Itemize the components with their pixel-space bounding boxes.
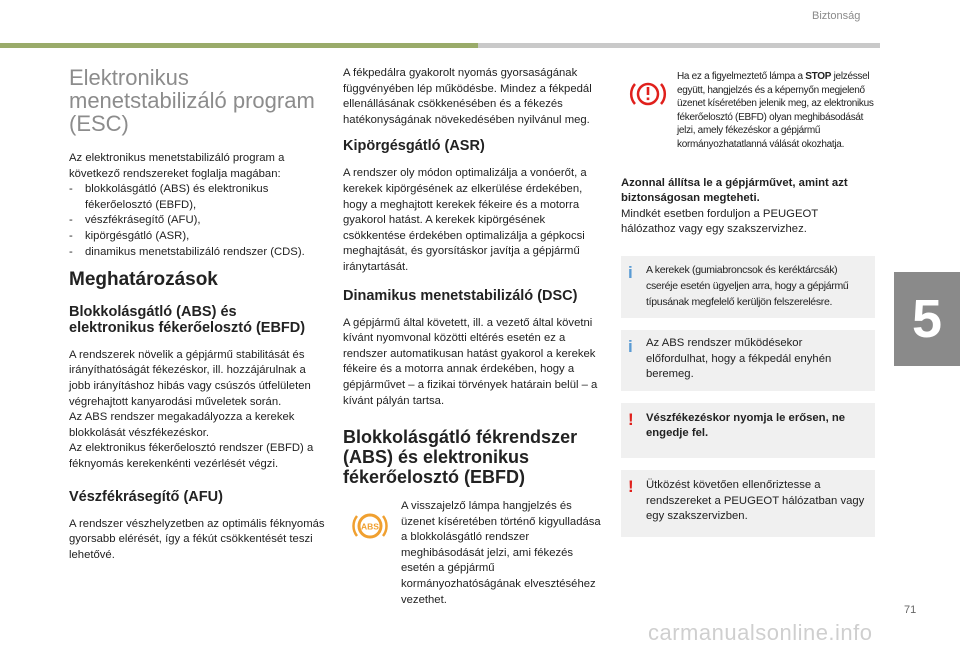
abs-ebfd-section-heading: Blokkolásgátló fékrendszer (ABS) és elektronikus fékerőelosztó (EBFD) bbox=[343, 427, 578, 488]
list-item: - kipörgésgátló (ASR), bbox=[69, 229, 326, 245]
list-item: - dinamikus menetstabilizáló rendszer (CDS). bbox=[69, 245, 326, 261]
abs-ebfd-heading: Blokkolásgátló (ABS) és elektronikus fékerőelosztó (EBFD) bbox=[69, 303, 306, 336]
info-note bbox=[621, 256, 875, 318]
dsc-paragraph: A gépjármű által követett, ill. a vezető által követni kívánt nyomvonal közötti eltérés esetén ez a rendszer automatikusan hatást gyakorol a kerekek fékeire és a motorra annak érdekében, hogy a gépjárművet – a fizikai törvények határain belül – a kívánt pályán tartsa. bbox=[343, 316, 598, 407]
warning-note-text: Ütközést követően ellenőriztesse a rendszereket a PEUGEOT hálózatban vagy egy szakszervizben. bbox=[646, 478, 865, 523]
brake-warning-lamp-icon bbox=[621, 70, 675, 110]
abs-lamp-note bbox=[343, 499, 605, 608]
header-accent-bar bbox=[0, 43, 478, 48]
info-note bbox=[621, 330, 875, 391]
stop-immediately-text: Azonnal állítsa le a gépjárművet, amint azt biztonságosan megteheti. bbox=[621, 176, 848, 205]
abs-paragraph: Az elektronikus fékerőelosztó rendszer (EBFD) a féknyomás kerekenkénti vezérlését végzi. bbox=[69, 442, 314, 470]
page-number: 71 bbox=[904, 604, 917, 616]
info-icon: i bbox=[628, 262, 633, 282]
abs-warning-lamp-icon bbox=[343, 499, 397, 545]
afu-heading: Vészfékrásegítő (AFU) bbox=[69, 488, 223, 505]
info-note-text: A kerekek (gumiabroncsok és keréktárcsák) cseréje esetén ügyeljen arra, hogy a gépjármű típusának megfelelő kerüljön felszerelésre. bbox=[646, 263, 849, 308]
asr-heading: Kipörgésgátló (ASR) bbox=[343, 138, 485, 155]
info-icon: i bbox=[628, 336, 633, 356]
warning-icon: ! bbox=[628, 409, 634, 429]
section-title: Biztonság bbox=[812, 10, 861, 22]
warning-icon: ! bbox=[628, 476, 634, 496]
title-line: Elektronikus bbox=[69, 65, 189, 90]
intro-text: Az elektronikus menetstabilizáló program a következő rendszereket foglalja magában: bbox=[69, 152, 285, 180]
stop-lamp-text: Ha ez a figyelmeztető lámpa a STOP jelzéssel együtt, hangjelzés és a képernyőn megjelenő üzenet kíséretében jelenik meg, az elektronikus fékerőelosztó (EBFD) olyan meghibásodását jelzi, amely fékezéskor a gépjármű kormányozhatatlanná válását okozhatja. bbox=[677, 71, 874, 150]
warning-note-text: Vészfékezéskor nyomja le erősen, ne engedje fel. bbox=[646, 411, 846, 440]
title-line: (ESC) bbox=[69, 111, 129, 136]
title-line: menetstabilizáló program bbox=[69, 88, 315, 113]
afu-paragraph: A rendszer vészhelyzetben az optimális féknyomás gyorsabb elérését, így a fékút csökkentését teszi lehetővé. bbox=[69, 517, 325, 561]
warning-note bbox=[621, 403, 875, 458]
abs-paragraph: A rendszerek növelik a gépjármű stabilitását és irányíthatóságát fékezéskor, ill. hozzájárulnak a jobb irányításhoz hibás vagy csúszós útfelületen végrehajtott kanyarodási műveletek során. bbox=[69, 348, 311, 408]
watermark: carmanualsonline.info bbox=[648, 620, 873, 645]
column-left bbox=[69, 66, 326, 563]
abs-paragraph: Az ABS rendszer megakadályozza a kerekek blokkolását vészfékezéskor. bbox=[69, 411, 295, 439]
header-rule bbox=[478, 43, 880, 48]
list-item: - blokkolásgátló (ABS) és elektronikus fékerőelosztó (EBFD), bbox=[69, 182, 326, 213]
contact-dealer-text: Mindkét esetben forduljon a PEUGEOT hálózathoz vagy egy szakszervizhez. bbox=[621, 207, 818, 236]
info-note-text: Az ABS rendszer működésekor előfordulhat, hogy a fékpedál enyhén beremeg. bbox=[646, 336, 832, 381]
column-middle bbox=[343, 66, 605, 608]
dsc-heading: Dinamikus menetstabilizáló (DSC) bbox=[343, 287, 578, 304]
svg-text:ABS: ABS bbox=[361, 521, 379, 532]
page-title bbox=[69, 66, 326, 135]
afu-continued: A fékpedálra gyakorolt nyomás gyorsaságának függvényében lép működésbe. Mindez a fékpedál ellenállásának csökkenésében és a fékezés hatékonyságának növekedésében nyilvánul meg. bbox=[343, 67, 592, 126]
abs-lamp-text: A visszajelző lámpa hangjelzés és üzenet kíséretében történő kigyulladása a blokkolásgátló rendszer meghibásodását jelzi, ami fékezés esetén a gépjármű kormányozhatóságának elvesztéséhez vezethet. bbox=[401, 500, 601, 606]
systems-list bbox=[69, 182, 326, 260]
stop-lamp-note bbox=[621, 70, 875, 152]
asr-paragraph: A rendszer oly módon optimalizálja a vonóerőt, a kerekek kipörgésének az elkerülése érdekében, hogy a meghajtott kerekek fékeire és a motorra gyakorol hatást. A kerekek kipörgésének csökkentése érdekében optimalizálja a gépkocsi meghajtását, és gyorsításkor javítja a gépjármű iránytartását. bbox=[343, 167, 587, 273]
chapter-tab: 5 bbox=[894, 272, 960, 366]
definitions-heading: Meghatározások bbox=[69, 269, 218, 291]
warning-note bbox=[621, 470, 875, 537]
column-right bbox=[621, 66, 875, 549]
list-item: - vészfékrásegítő (AFU), bbox=[69, 213, 326, 229]
